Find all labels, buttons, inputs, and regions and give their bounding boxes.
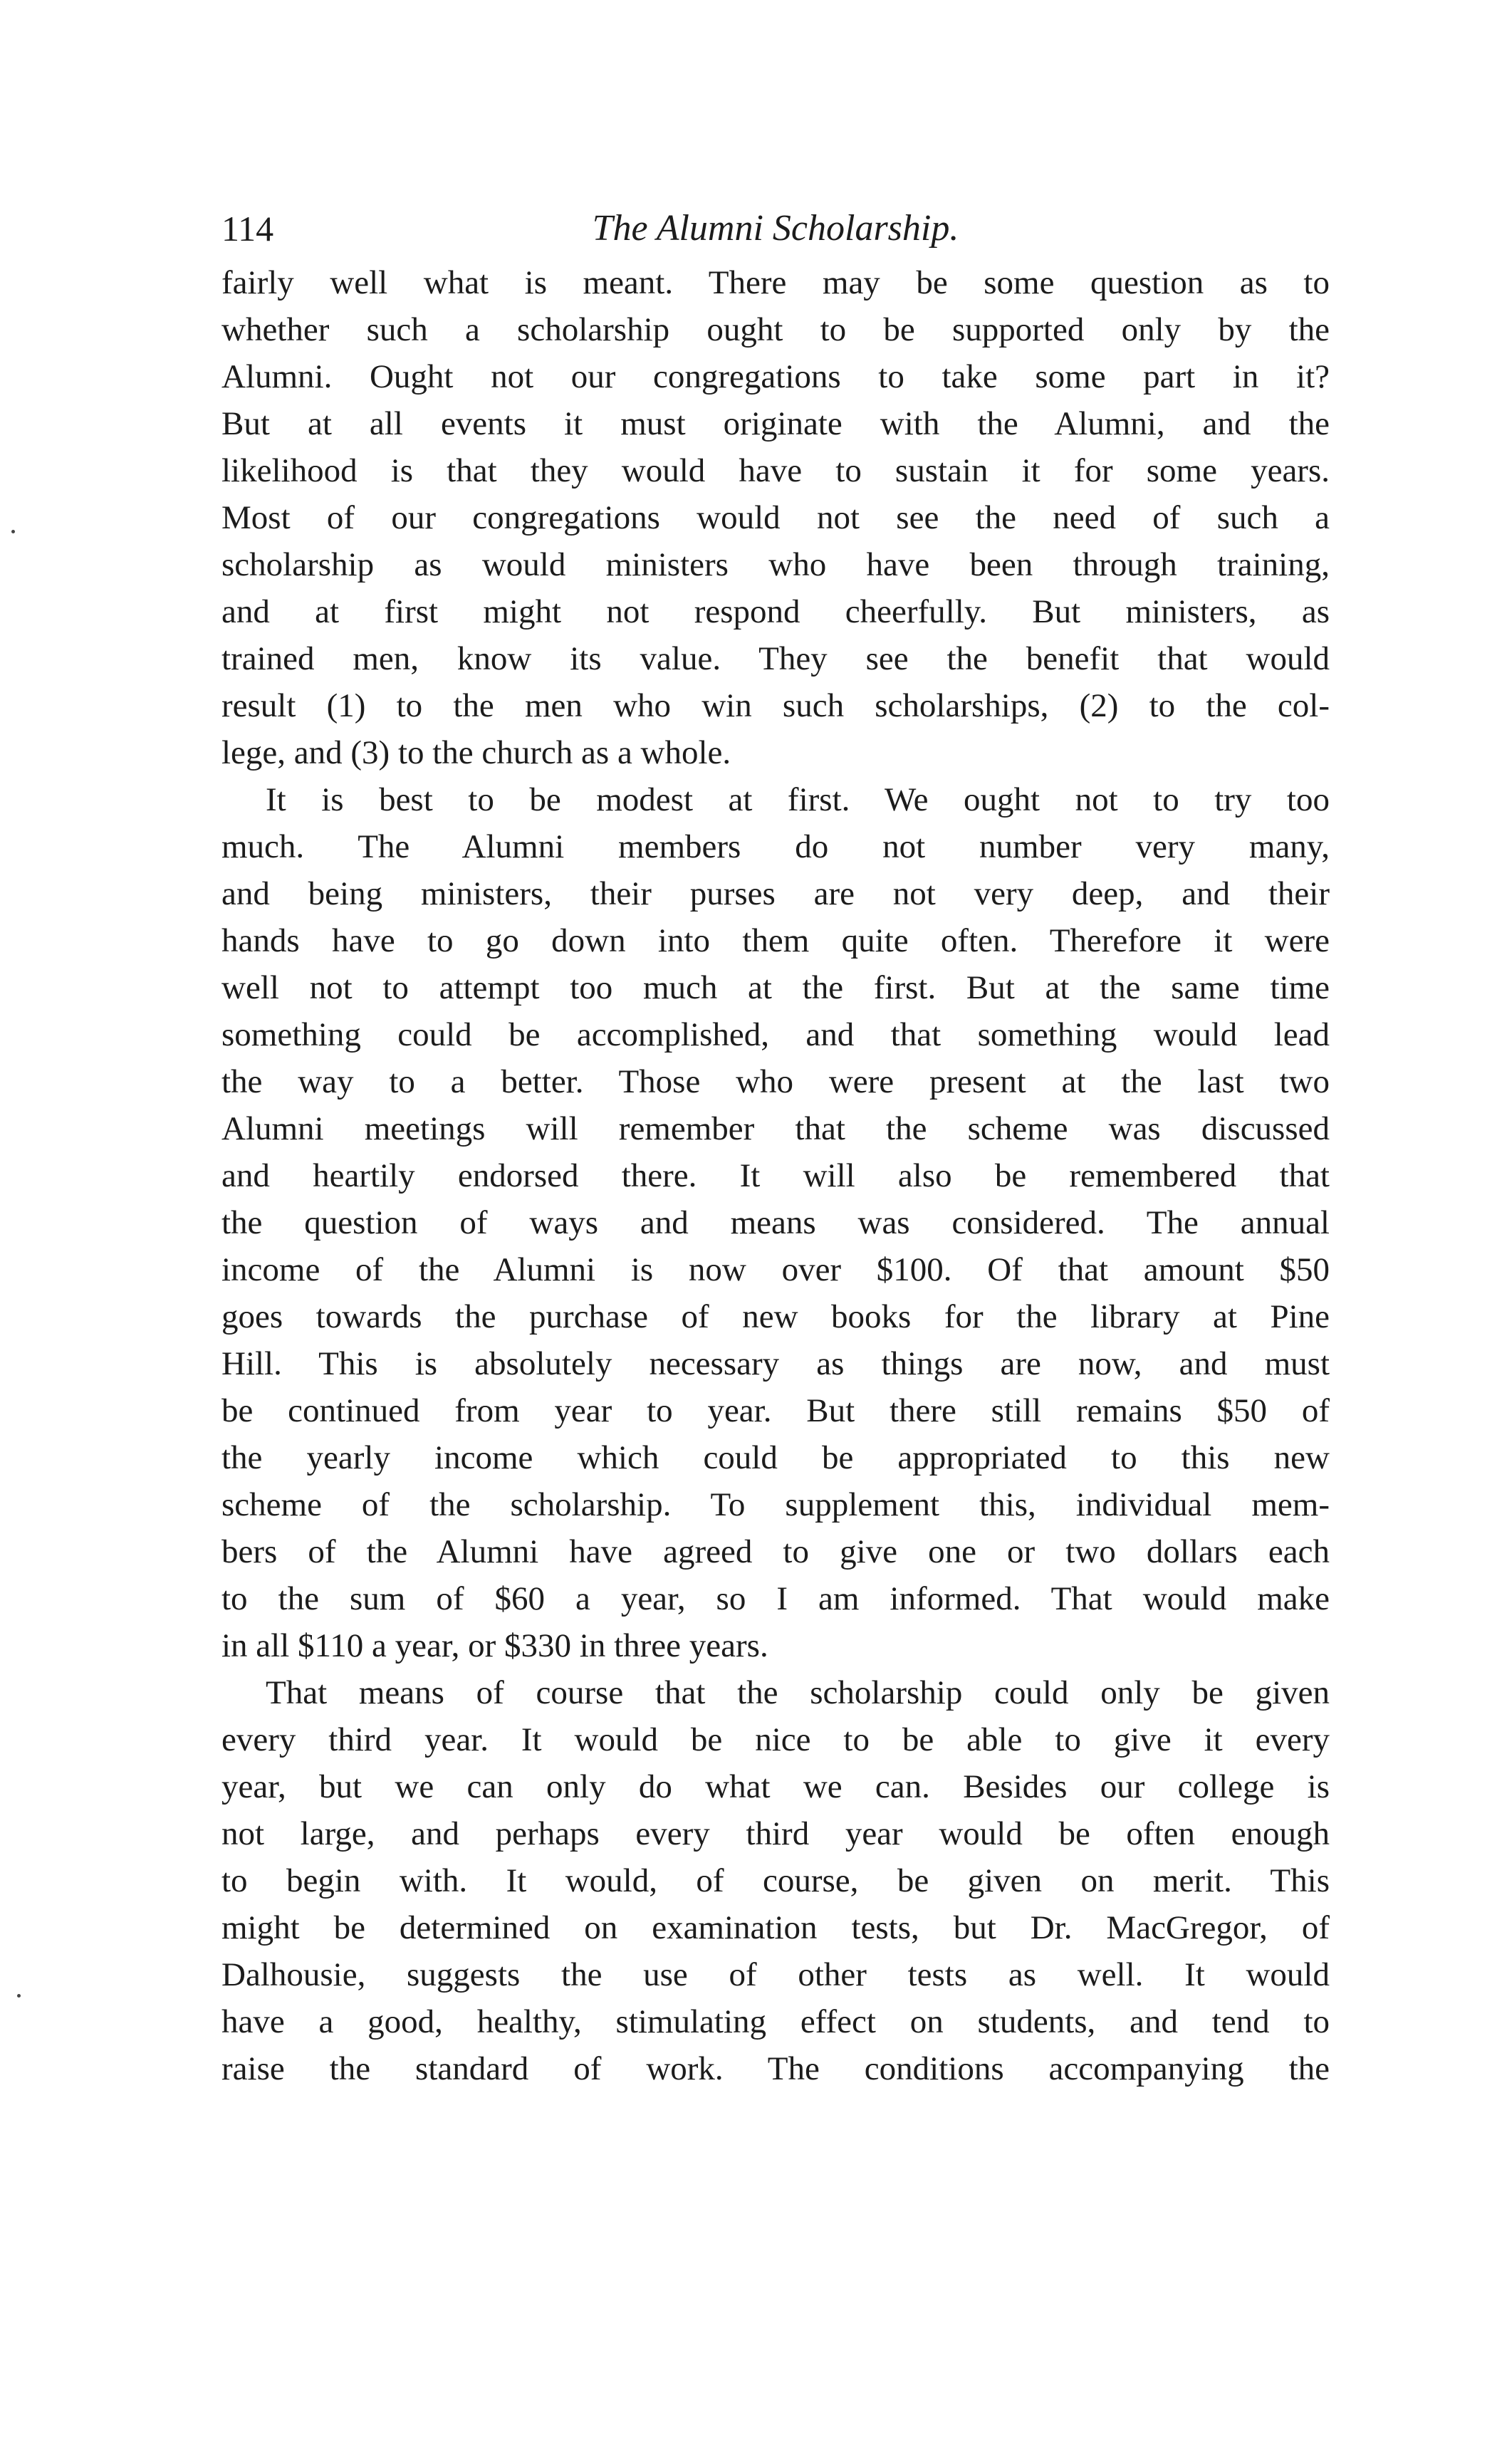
running-head xyxy=(221,204,1330,254)
text-line: likelihood is that they would have to sustain it for some years. xyxy=(221,452,1330,489)
text-line: not large, and perhaps every third year would be often enough xyxy=(221,1815,1330,1852)
text-line: and being ministers, their purses are not very deep, and their xyxy=(221,875,1330,912)
text-line: every third year. It would be nice to be able to give it every xyxy=(221,1721,1330,1758)
text-line: result (1) to the men who win such scholarships, (2) to the col- xyxy=(221,687,1330,724)
text-line: goes towards the purchase of new books for the library at Pine xyxy=(221,1298,1330,1335)
text-line: It is best to be modest at first. We ought not to try too xyxy=(266,781,1330,818)
text-line: be continued from year to year. But there still remains $50 of xyxy=(221,1392,1330,1429)
text-line: might be determined on examination tests, but Dr. MacGregor, of xyxy=(221,1909,1330,1946)
text-line: whether such a scholarship ought to be supported only by the xyxy=(221,311,1330,348)
text-line: income of the Alumni is now over $100. Of that amount $50 xyxy=(221,1251,1330,1288)
running-title: The Alumni Scholarship. xyxy=(592,208,959,249)
text-line: Alumni meetings will remember that the scheme was discussed xyxy=(221,1110,1330,1147)
text-line: bers of the Alumni have agreed to give one or two dollars each xyxy=(221,1533,1330,1570)
text-line: trained men, know its value. They see the benefit that would xyxy=(221,640,1330,677)
body-text xyxy=(221,259,1330,2092)
text-line: in all $110 a year, or $330 in three years. xyxy=(221,1627,768,1664)
text-line: fairly well what is meant. There may be some question as to xyxy=(221,264,1330,301)
margin-speck xyxy=(17,1994,21,1998)
margin-speck xyxy=(11,530,15,533)
text-line: lege, and (3) to the church as a whole. xyxy=(221,734,731,771)
text-line: Dalhousie, suggests the use of other tests as well. It would xyxy=(221,1956,1330,1993)
text-line: Alumni. Ought not our congregations to take some part in it? xyxy=(221,358,1330,395)
text-line: scheme of the scholarship. To supplement this, individual mem- xyxy=(221,1486,1330,1523)
text-line: to the sum of $60 a year, so I am informed. That would make xyxy=(221,1580,1330,1617)
text-line: and at first might not respond cheerfully. But ministers, as xyxy=(221,593,1330,630)
text-line: year, but we can only do what we can. Besides our college is xyxy=(221,1768,1330,1805)
text-line: the question of ways and means was considered. The annual xyxy=(221,1204,1330,1241)
text-line: the way to a better. Those who were present at the last two xyxy=(221,1063,1330,1100)
text-line: have a good, healthy, stimulating effect on students, and tend to xyxy=(221,2003,1330,2040)
text-line: well not to attempt too much at the first. But at the same time xyxy=(221,969,1330,1006)
text-line: something could be accomplished, and that something would lead xyxy=(221,1016,1330,1053)
text-line: scholarship as would ministers who have been through training, xyxy=(221,546,1330,583)
text-line: But at all events it must originate with the Alumni, and the xyxy=(221,405,1330,442)
text-line: to begin with. It would, of course, be given on merit. This xyxy=(221,1862,1330,1899)
text-line: That means of course that the scholarship could only be given xyxy=(266,1674,1330,1711)
text-line: and heartily endorsed there. It will also be remembered that xyxy=(221,1157,1330,1194)
text-line: hands have to go down into them quite often. Therefore it were xyxy=(221,922,1330,959)
text-line: Hill. This is absolutely necessary as things are now, and must xyxy=(221,1345,1330,1382)
page-number: 114 xyxy=(221,209,274,249)
text-line: much. The Alumni members do not number very many, xyxy=(221,828,1330,865)
text-line: raise the standard of work. The conditions accompanying the xyxy=(221,2050,1330,2087)
text-line: the yearly income which could be appropriated to this new xyxy=(221,1439,1330,1476)
text-line: Most of our congregations would not see the need of such a xyxy=(221,499,1330,536)
